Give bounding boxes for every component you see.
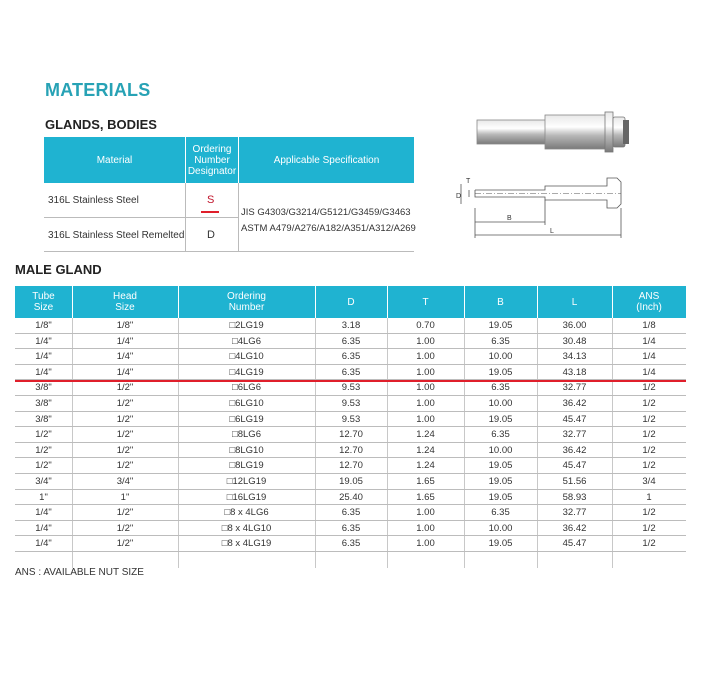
table-row [15,380,686,396]
cell-l: 32.77 [562,382,587,394]
cell-ans: 3/4 [642,476,656,487]
cell-b: 6.35 [491,335,510,347]
table-row [15,443,686,459]
cell-d: 6.35 [341,366,361,378]
spec-line-2: ASTM A479/A276/A182/A351/A312/A269 [241,223,416,234]
footnote: ANS : AVAILABLE NUT SIZE [15,567,144,578]
header-t: T [422,296,429,308]
cell-order: □4LG10 [229,351,264,363]
cell-l: 51.56 [562,476,587,487]
cell-order: □8 x 4LG6 [224,507,269,519]
cell-l: 36.42 [562,522,587,534]
designator-highlight [201,211,219,213]
cell-d: 25.40 [339,491,363,503]
cell-ans: 1/2 [642,382,656,394]
cell-t: 1.00 [416,413,435,425]
cell-tube: 1/2" [35,444,52,456]
cell-ans: 1/2 [642,538,656,550]
header-head-line1: Head [113,291,137,302]
cell-t: 1.00 [416,351,435,363]
material-row-2: 316L Stainless Steel Remelted [48,230,185,241]
cell-d: 6.35 [341,507,361,519]
cell-head: 1/2" [116,413,134,425]
cell-ans: 1/2 [642,522,656,534]
cell-t: 1.00 [416,538,435,550]
cell-t: 1.65 [416,476,435,487]
table-row [15,318,686,334]
cell-order: □4LG19 [229,366,264,378]
gland-photo [477,112,629,152]
cell-order: □8LG6 [232,429,261,441]
designator-row-2: D [207,229,215,241]
table-row [15,396,686,412]
cell-t: 1.24 [416,444,435,456]
table-row [15,458,686,474]
cell-ans: 1/4 [642,351,656,363]
cell-t: 1.00 [416,382,435,394]
cell-head: 1/2" [116,398,134,409]
cell-l: 32.77 [562,429,587,441]
cell-head: 3/4" [116,476,134,487]
cell-tube: 1" [39,491,48,503]
header-designator-line2: Number [194,154,230,166]
header-spec: Applicable Specification [273,154,380,166]
cell-order: □6LG19 [229,413,264,425]
cell-head: 1/4" [116,351,134,363]
cell-tube: 1/4" [35,507,52,519]
gland-dimension-drawing [461,178,621,238]
header-l: L [571,296,578,308]
cell-l: 45.47 [562,538,587,550]
table-row [15,427,686,443]
cell-ans: 1/2 [642,444,656,456]
table-row [15,334,686,350]
cell-b: 19.05 [488,320,513,331]
cell-t: 1.24 [416,460,435,472]
dim-label-l: L [550,228,554,235]
cell-t: 1.00 [416,507,435,519]
cell-d: 6.35 [341,335,361,347]
designator-row-1: S [207,194,215,206]
cell-ans: 1/2 [642,398,656,409]
cell-b: 19.05 [488,538,513,550]
cell-ans: 1/4 [642,335,656,347]
cell-tube: 1/4" [35,351,52,363]
cell-d: 12.70 [339,444,363,456]
table-row [15,365,686,381]
materials-table-header [44,137,414,183]
header-b: B [497,296,504,308]
cell-tube: 1/2" [35,460,52,472]
cell-ans: 1/2 [642,413,656,425]
cell-head: 1/8" [116,320,134,331]
header-ans [612,286,686,318]
cell-l: 30.48 [562,335,587,347]
male-gland-table-header [15,286,686,318]
cell-tube: 1/2" [35,429,52,441]
cell-b: 6.35 [491,507,510,519]
header-tube-line1: Tube [32,291,55,302]
material-row-1: 316L Stainless Steel [48,195,139,206]
header-head-line2: Size [115,302,135,313]
cell-l: 45.47 [562,460,587,472]
cell-order: □6LG10 [229,398,264,409]
header-ordering-number [178,286,315,318]
cell-order: □2LG19 [229,320,264,331]
cell-t: 1.00 [416,398,435,409]
cell-tube: 3/8" [35,398,52,409]
dim-label-b: B [507,215,512,222]
table-row [15,474,686,490]
header-material: Material [96,154,133,166]
header-ans-line2: (Inch) [636,302,662,313]
cell-b: 19.05 [488,476,513,487]
cell-ans: 1 [646,491,652,503]
cell-l: 58.93 [562,491,587,503]
header-tube-size [15,286,72,318]
table-row [15,536,686,552]
table-row [15,521,686,537]
cell-d: 9.53 [341,398,361,409]
cell-ans: 1/8 [642,320,656,331]
header-order-line2: Number [228,302,265,313]
cell-ans: 1/4 [642,366,656,378]
header-designator [186,137,238,183]
materials-title: MATERIALS [45,80,151,100]
header-d: D [347,296,355,308]
table-row [15,412,686,428]
cell-t: 1.00 [416,335,435,347]
cell-tube: 3/8" [35,413,52,425]
cell-head: 1/4" [116,366,134,378]
cell-head: 1/2" [116,444,134,456]
cell-b: 19.05 [488,491,513,503]
cell-b: 10.00 [488,522,513,534]
header-designator-line3: Designator [187,165,237,177]
cell-b: 10.00 [488,444,513,456]
table-row [15,505,686,521]
cell-d: 19.05 [339,476,363,487]
cell-d: 3.18 [341,320,361,331]
cell-tube: 1/8" [35,320,52,331]
cell-head: 1/2" [116,507,134,519]
cell-b: 6.35 [491,382,510,394]
spec-line-1: JIS G4303/G3214/G5121/G3459/G3463 [241,207,411,218]
cell-b: 10.00 [488,398,513,409]
cell-tube: 1/4" [35,538,52,550]
cell-d: 12.70 [339,460,363,472]
cell-d: 12.70 [339,429,363,441]
cell-head: 1" [120,491,130,503]
cell-l: 32.77 [562,507,587,519]
cell-ans: 1/2 [642,460,656,472]
materials-table [44,137,414,252]
header-ans-line1: ANS [638,291,660,302]
cell-d: 6.35 [341,522,361,534]
cell-order: □8LG10 [229,444,264,456]
cell-d: 9.53 [341,382,361,394]
glands-bodies-subtitle: GLANDS, BODIES [45,117,157,132]
cell-l: 45.47 [562,413,587,425]
dim-label-d: D [456,193,462,200]
cell-l: 36.42 [562,398,587,409]
cell-head: 1/4" [116,335,134,347]
cell-b: 6.35 [491,429,510,441]
cell-order: □8 x 4LG10 [221,522,272,534]
male-gland-title: MALE GLAND [15,262,102,277]
cell-tube: 1/4" [35,335,52,347]
header-tube-line2: Size [33,302,54,313]
header-designator-line1: Ordering [192,143,232,155]
cell-d: 6.35 [341,351,361,363]
cell-ans: 1/2 [642,507,656,519]
cell-d: 9.53 [341,413,361,425]
cell-order: □6LG6 [232,382,261,394]
cell-l: 34.13 [562,351,587,363]
cell-b: 19.05 [488,366,513,378]
cell-t: 1.00 [416,522,435,534]
cell-head: 1/2" [116,429,134,441]
cell-d: 6.35 [341,538,361,550]
dim-label-t: T [466,178,471,185]
cell-ans: 1/2 [642,429,656,441]
cell-l: 36.42 [562,444,587,456]
cell-order: □4LG6 [232,335,261,347]
cell-head: 1/2" [116,460,134,472]
cell-order: □16LG19 [226,491,267,503]
cell-t: 1.00 [416,366,435,378]
cell-tube: 1/4" [35,522,52,534]
cell-b: 10.00 [488,351,513,363]
cell-b: 19.05 [488,413,513,425]
cell-order: □12LG19 [226,476,267,487]
header-order-line1: Ordering [227,291,266,302]
table-row [15,349,686,365]
cell-t: 0.70 [416,320,435,331]
table-row [15,490,686,506]
cell-tube: 3/4" [35,476,52,487]
cell-order: □8LG19 [229,460,264,472]
male-gland-diagram [455,100,655,260]
cell-l: 43.18 [562,366,587,378]
cell-t: 1.24 [416,429,435,441]
cell-head: 1/2" [116,538,134,550]
cell-l: 36.00 [562,320,587,331]
cell-t: 1.65 [416,491,435,503]
row-highlight-line [15,380,686,382]
cell-order: □8 x 4LG19 [221,538,272,550]
header-head-size [72,286,178,318]
cell-head: 1/2" [116,382,134,394]
cell-tube: 3/8" [35,382,52,394]
cell-tube: 1/4" [35,366,52,378]
cell-head: 1/2" [116,522,134,534]
cell-b: 19.05 [488,460,513,472]
